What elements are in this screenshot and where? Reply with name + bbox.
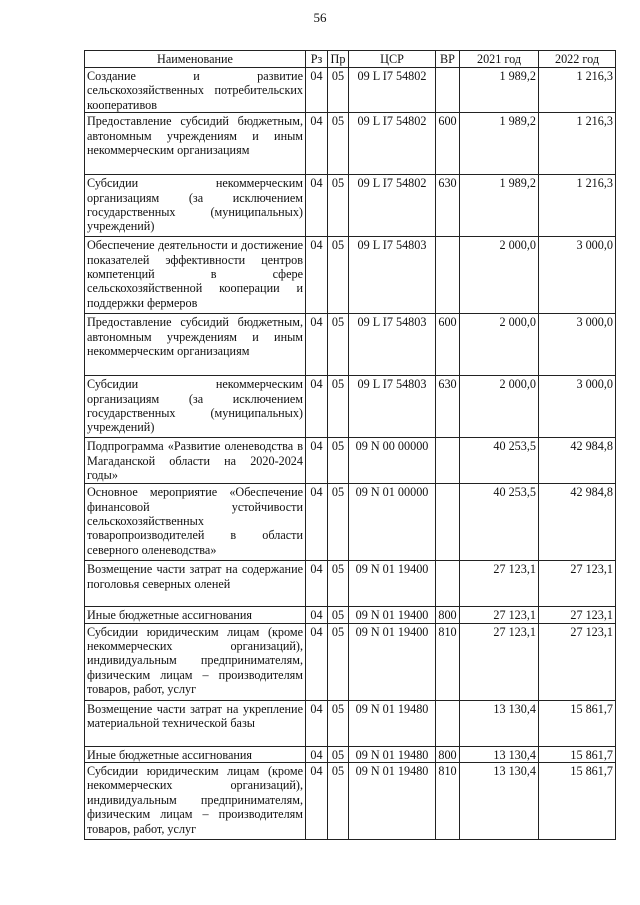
cell-vr: 630	[436, 376, 460, 438]
cell-2022: 3 000,0	[539, 376, 616, 438]
cell-pr: 05	[328, 314, 349, 376]
cell-pr: 05	[328, 607, 349, 623]
cell-csr: 09 L I7 54802	[349, 68, 436, 113]
cell-pr: 05	[328, 700, 349, 746]
cell-vr	[436, 700, 460, 746]
table-row	[85, 438, 616, 484]
cell-pr: 05	[328, 484, 349, 561]
cell-2022: 15 861,7	[539, 700, 616, 746]
cell-pr: 05	[328, 763, 349, 840]
table-row	[85, 314, 616, 376]
cell-rz: 04	[306, 561, 328, 607]
cell-2021: 40 253,5	[460, 484, 539, 561]
cell-pr: 05	[328, 561, 349, 607]
cell-pr: 05	[328, 746, 349, 762]
cell-2021: 40 253,5	[460, 438, 539, 484]
table-row	[85, 746, 616, 762]
cell-vr	[436, 237, 460, 314]
cell-2022: 27 123,1	[539, 623, 616, 700]
cell-vr: 630	[436, 175, 460, 237]
header-csr: ЦСР	[349, 51, 436, 68]
cell-rz: 04	[306, 237, 328, 314]
cell-2022: 3 000,0	[539, 237, 616, 314]
cell-pr: 05	[328, 438, 349, 484]
cell-rz: 04	[306, 623, 328, 700]
cell-rz: 04	[306, 68, 328, 113]
cell-2021: 27 123,1	[460, 607, 539, 623]
cell-2022: 27 123,1	[539, 561, 616, 607]
cell-vr	[436, 68, 460, 113]
cell-rz: 04	[306, 175, 328, 237]
cell-pr: 05	[328, 68, 349, 113]
table-row	[85, 237, 616, 314]
cell-csr: 09 N 01 19400	[349, 607, 436, 623]
table-row	[85, 484, 616, 561]
cell-vr	[436, 484, 460, 561]
cell-csr: 09 N 01 00000	[349, 484, 436, 561]
cell-name: Возмещение части затрат на содержание поголовья северных оленей	[85, 561, 306, 607]
cell-2021: 27 123,1	[460, 561, 539, 607]
cell-vr: 810	[436, 623, 460, 700]
cell-name: Основное мероприятие «Обеспечение финансовой устойчивости сельскохозяйственных товаропроизводителей в области северного оленеводства»	[85, 484, 306, 561]
cell-name: Создание и развитие сельскохозяйственных потребительских кооперативов	[85, 68, 306, 113]
cell-pr: 05	[328, 237, 349, 314]
cell-2021: 27 123,1	[460, 623, 539, 700]
table-row	[85, 68, 616, 113]
cell-2022: 42 984,8	[539, 484, 616, 561]
header-2021: 2021 год	[460, 51, 539, 68]
cell-rz: 04	[306, 484, 328, 561]
header-pr: Пр	[328, 51, 349, 68]
cell-rz: 04	[306, 113, 328, 175]
cell-csr: 09 N 01 19400	[349, 561, 436, 607]
cell-pr: 05	[328, 376, 349, 438]
header-rz: Рз	[306, 51, 328, 68]
cell-name: Предоставление субсидий бюджетным, автономным учреждениям и иным некоммерческим организациям	[85, 113, 306, 175]
header-row	[85, 51, 616, 68]
cell-vr	[436, 438, 460, 484]
table-row	[85, 561, 616, 607]
header-vr: ВР	[436, 51, 460, 68]
table-row	[85, 700, 616, 746]
cell-2021: 13 130,4	[460, 700, 539, 746]
cell-rz: 04	[306, 763, 328, 840]
cell-name: Субсидии некоммерческим организациям (за исключением государственных (муниципальных) учреждений)	[85, 175, 306, 237]
cell-2022: 15 861,7	[539, 746, 616, 762]
cell-vr: 600	[436, 314, 460, 376]
cell-vr	[436, 561, 460, 607]
cell-pr: 05	[328, 175, 349, 237]
cell-2022: 3 000,0	[539, 314, 616, 376]
cell-csr: 09 N 00 00000	[349, 438, 436, 484]
cell-2022: 1 216,3	[539, 175, 616, 237]
cell-vr: 800	[436, 746, 460, 762]
table-row	[85, 113, 616, 175]
cell-name: Предоставление субсидий бюджетным, автономным учреждениям и иным некоммерческим организациям	[85, 314, 306, 376]
cell-csr: 09 L I7 54803	[349, 237, 436, 314]
cell-name: Возмещение части затрат на укрепление материальной технической базы	[85, 700, 306, 746]
table-row	[85, 175, 616, 237]
cell-2022: 27 123,1	[539, 607, 616, 623]
cell-csr: 09 L I7 54802	[349, 113, 436, 175]
cell-csr: 09 N 01 19480	[349, 763, 436, 840]
cell-vr: 810	[436, 763, 460, 840]
header-2022: 2022 год	[539, 51, 616, 68]
cell-rz: 04	[306, 314, 328, 376]
cell-2022: 1 216,3	[539, 113, 616, 175]
table-row	[85, 763, 616, 840]
cell-2022: 1 216,3	[539, 68, 616, 113]
cell-name: Иные бюджетные ассигнования	[85, 746, 306, 762]
cell-2021: 2 000,0	[460, 376, 539, 438]
cell-csr: 09 N 01 19480	[349, 700, 436, 746]
table-row	[85, 623, 616, 700]
cell-name: Субсидии некоммерческим организациям (за исключением государственных (муниципальных) учреждений)	[85, 376, 306, 438]
cell-2021: 1 989,2	[460, 113, 539, 175]
cell-vr: 800	[436, 607, 460, 623]
cell-2021: 2 000,0	[460, 314, 539, 376]
cell-csr: 09 L I7 54803	[349, 376, 436, 438]
cell-csr: 09 N 01 19400	[349, 623, 436, 700]
table-row	[85, 376, 616, 438]
table-row	[85, 607, 616, 623]
cell-name: Субсидии юридическим лицам (кроме некоммерческих организаций), индивидуальным предпринимателям, физическим лицам – производителям товаров, работ, услуг	[85, 763, 306, 840]
cell-csr: 09 N 01 19480	[349, 746, 436, 762]
cell-csr: 09 L I7 54803	[349, 314, 436, 376]
header-name: Наименование	[85, 51, 306, 68]
cell-name: Обеспечение деятельности и достижение показателей эффективности центров компетенций в сфере сельскохозяйственной кооперации и поддержки фермеров	[85, 237, 306, 314]
cell-2021: 1 989,2	[460, 68, 539, 113]
cell-pr: 05	[328, 113, 349, 175]
cell-name: Иные бюджетные ассигнования	[85, 607, 306, 623]
cell-csr: 09 L I7 54802	[349, 175, 436, 237]
cell-2021: 2 000,0	[460, 237, 539, 314]
cell-rz: 04	[306, 607, 328, 623]
cell-rz: 04	[306, 746, 328, 762]
cell-name: Субсидии юридическим лицам (кроме некоммерческих организаций), индивидуальным предпринимателям, физическим лицам – производителям товаров, работ, услуг	[85, 623, 306, 700]
cell-rz: 04	[306, 376, 328, 438]
budget-table	[84, 50, 616, 840]
cell-2021: 13 130,4	[460, 746, 539, 762]
cell-vr: 600	[436, 113, 460, 175]
page-number: 56	[313, 10, 327, 25]
cell-2022: 15 861,7	[539, 763, 616, 840]
cell-name: Подпрограмма «Развитие оленеводства в Магаданской области на 2020-2024 годы»	[85, 438, 306, 484]
cell-2022: 42 984,8	[539, 438, 616, 484]
cell-rz: 04	[306, 438, 328, 484]
cell-2021: 1 989,2	[460, 175, 539, 237]
cell-2021: 13 130,4	[460, 763, 539, 840]
cell-rz: 04	[306, 700, 328, 746]
cell-pr: 05	[328, 623, 349, 700]
